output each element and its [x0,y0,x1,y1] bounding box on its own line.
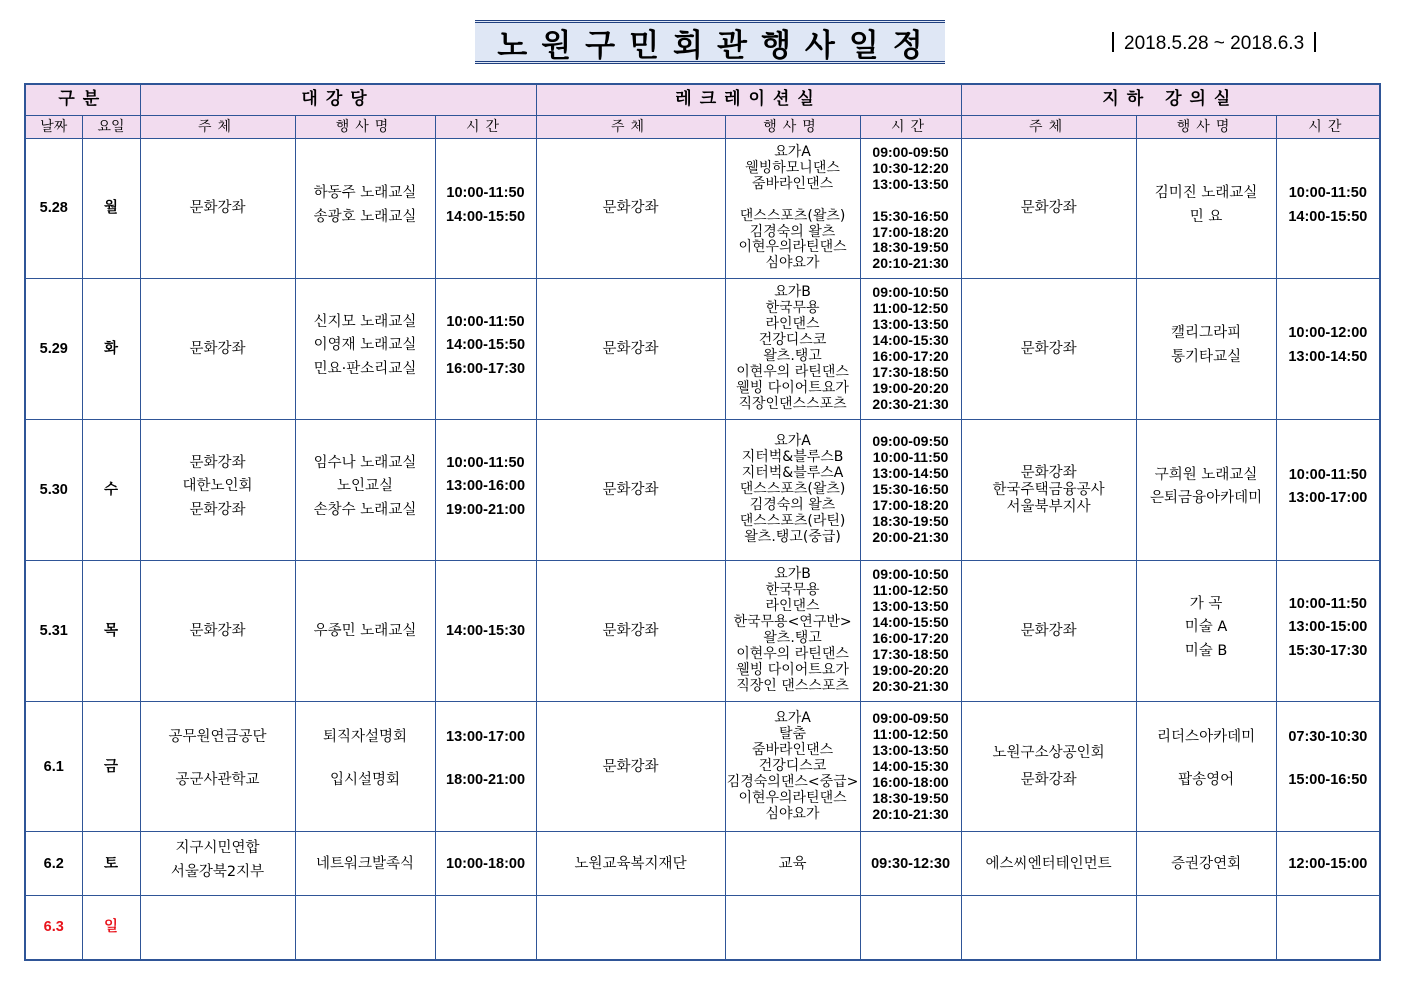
schedule-row [25,561,1380,702]
header-date: 날짜 [25,116,82,139]
divider-right [1314,32,1316,52]
rec-time-cell [860,420,961,561]
rec-event-line: 심야요가 [765,805,820,822]
header-main-hall: 대강당 [140,84,536,116]
line-spacer [296,762,435,772]
rec-event-line: 한국무용 [765,300,820,317]
rec-event-line: 지터벅&블루스B [741,449,844,466]
rec-time-line: 17:00-18:20 [872,223,949,240]
rec-host-line: 문화강좌 [602,622,659,639]
base-event-line: 김미진 노래교실 [1154,184,1258,201]
rec-event-line: 줌바라인댄스 [751,741,834,758]
rec-host-line: 문화강좌 [602,200,659,217]
hall-time-line: 10:00-18:00 [446,855,526,872]
base-time-line: 10:00-11:50 [1288,466,1367,483]
hall-host-cell [140,561,295,702]
header-event: 행사명 [1136,116,1276,139]
base-time-line: 10:00-11:50 [1288,595,1367,612]
rec-event-line: 댄스스포츠(라틴) [739,513,846,530]
schedule-row [25,279,1380,420]
line-spacer [141,762,295,772]
base-event-line: 팝송영어 [1178,771,1235,788]
rec-event-line: 이현우의 라틴댄스 [736,364,849,381]
rec-event-cell [725,832,860,896]
rec-event-line: 댄스스포츠(왈츠) [739,481,846,498]
base-host-line: 문화강좌 [1020,200,1077,217]
rec-host-cell [536,702,725,832]
rec-event-line: 라인댄스 [765,316,820,333]
base-time-line: 13:00-15:00 [1288,619,1368,636]
rec-event-line: 요가B [774,284,811,301]
rec-time-line: 14:00-15:30 [872,332,949,349]
header-recreation-room: 레크레이션실 [536,84,961,116]
rec-host-cell [536,896,725,960]
rec-event-cell [725,420,860,561]
rec-host-cell [536,561,725,702]
hall-time-line: 14:00-15:50 [446,337,526,354]
rec-event-line: 왈츠.탱고 [763,630,822,647]
weekday-cell: 수 [82,420,140,561]
hall-time-line: 10:00-11:50 [446,454,525,471]
rec-time-line: 15:30-16:50 [872,207,949,224]
base-event-cell [1136,139,1276,279]
rec-event-cell [725,139,860,279]
line-spacer [436,762,536,772]
base-host-line: 문화강좌 [1020,340,1077,357]
hall-host-line: 대한노인회 [182,478,253,495]
period-range [1102,32,1326,55]
rec-time-cell [860,702,961,832]
weekday-cell: 화 [82,279,140,420]
base-host-line: 에스씨엔터테인먼트 [985,855,1112,872]
rec-event-line: 요가A [774,433,811,450]
base-host-cell [961,832,1136,896]
header-host: 주체 [536,116,725,139]
line-spacer [1137,762,1276,772]
rec-time-line: 11:00-12:50 [872,300,949,317]
period-text: 2018.5.28 ~ 2018.6.3 [1124,33,1305,54]
hall-event-line: 입시설명회 [329,771,401,788]
schedule-row [25,420,1380,561]
header-row-columns [25,116,1380,139]
hall-event-line: 우종민 노래교실 [313,622,417,639]
rec-time-line: 14:00-15:50 [872,614,949,631]
base-host-line: 서울북부지사 [1006,498,1091,515]
hall-host-cell [140,702,295,832]
rec-host-line: 문화강좌 [602,481,659,498]
rec-event-line: 댄스스포츠(왈츠) [739,207,846,224]
hall-time-cell [435,832,536,896]
rec-time-line: 13:00-13:50 [872,598,949,615]
hall-host-cell [140,420,295,561]
hall-time-line: 18:00-21:00 [446,771,526,788]
rec-event-line: 직장인 댄스스포츠 [736,678,849,695]
base-time-cell [1276,561,1380,702]
rec-event-line: 탈춤 [779,725,807,742]
header-basement-room: 지하 강의실 [961,84,1380,116]
date-cell: 6.1 [25,702,82,832]
rec-host-cell [536,279,725,420]
rec-time-line: 13:00-13:50 [872,741,949,758]
hall-host-line: 서울강북2지부 [170,863,265,880]
base-event-line: 가 곡 [1189,595,1223,612]
base-time-line: 10:00-11:50 [1288,184,1367,201]
hall-time-line: 10:00-11:50 [446,184,525,201]
hall-event-cell [295,832,435,896]
base-event-cell [1136,702,1276,832]
rec-event-cell [725,561,860,702]
weekday-cell: 토 [82,832,140,896]
base-host-cell [961,139,1136,279]
line-spacer [1277,762,1380,772]
hall-host-line: 문화강좌 [189,340,246,357]
base-event-cell [1136,832,1276,896]
hall-time-cell [435,279,536,420]
rec-event-line: 김경숙의 왈츠 [749,223,836,240]
weekday-cell: 목 [82,561,140,702]
base-event-line: 증권강연회 [1171,855,1242,872]
hall-time-cell [435,896,536,960]
rec-time-line: 17:30-18:50 [872,646,949,663]
hall-time-line: 19:00-21:00 [446,502,526,519]
base-time-line: 13:00-14:50 [1288,349,1368,366]
base-time-line: 12:00-15:00 [1288,855,1368,872]
rec-event-line: 심야요가 [765,255,820,272]
hall-event-line: 손창수 노래교실 [313,502,417,519]
base-host-cell [961,279,1136,420]
base-host-line: 노원구소상공인회 [992,745,1105,762]
hall-event-line: 민요·판소리교실 [313,360,417,377]
rec-time-cell [860,279,961,420]
hall-time-cell [435,139,536,279]
rec-time-line: 11:00-12:50 [872,582,949,599]
divider-left [1112,32,1114,52]
hall-host-line: 문화강좌 [189,454,246,471]
hall-event-cell [295,420,435,561]
header-host: 주체 [961,116,1136,139]
base-event-line: 민 요 [1189,208,1223,225]
hall-host-cell [140,832,295,896]
rec-event-line: 건강디스코 [758,332,827,349]
hall-event-line: 송광호 노래교실 [313,208,417,225]
rec-host-cell [536,139,725,279]
base-host-line: 문화강좌 [1020,465,1077,482]
rec-time-line: 19:00-20:20 [872,662,949,679]
date-cell: 5.30 [25,420,82,561]
rec-event-line: 줌바라인댄스 [751,175,834,192]
header-weekday: 요일 [82,116,140,139]
date-cell: 5.29 [25,279,82,420]
rec-time-cell [860,832,961,896]
base-host-line: 문화강좌 [1020,771,1077,788]
rec-event-line: 왈츠.탱고(중급) [744,529,841,546]
header-time: 시간 [860,116,961,139]
hall-time-line: 10:00-11:50 [446,313,525,330]
base-time-cell [1276,832,1380,896]
header-category: 구분 [25,84,140,116]
rec-event-cell [725,702,860,832]
base-host-cell [961,896,1136,960]
rec-time-line: 09:00-09:50 [872,433,949,450]
header-event: 행사명 [295,116,435,139]
rec-time-cell [860,139,961,279]
rec-time-cell [860,561,961,702]
rec-event-line: 교육 [778,855,807,872]
base-time-cell [1276,896,1380,960]
rec-event-line: 요가A [774,710,811,727]
rec-time-line: 13:00-13:50 [872,175,949,192]
rec-time-line: 10:00-11:50 [872,449,949,466]
date-cell: 6.2 [25,832,82,896]
hall-host-cell [140,139,295,279]
schedule-row [25,896,1380,960]
base-event-line: 리더스아카데미 [1157,729,1256,746]
rec-time-line: 18:30-19:50 [872,789,949,806]
schedule-row [25,139,1380,279]
rec-time-line: 16:00-17:20 [872,630,949,647]
rec-time-line: 16:00-18:00 [872,773,949,790]
header-time: 시간 [435,116,536,139]
rec-event-line: 직장인댄스스포츠 [738,395,847,412]
weekday-cell: 월 [82,139,140,279]
hall-host-cell [140,279,295,420]
rec-event-line: 웰빙 다이어트요가 [736,662,849,679]
rec-event-line: 웰빙하모니댄스 [745,159,840,176]
base-time-line: 14:00-15:50 [1288,208,1368,225]
hall-event-line: 신지모 노래교실 [313,313,417,330]
header-host: 주체 [140,116,295,139]
hall-host-line: 지구시민연합 [175,840,260,857]
schedule-row [25,832,1380,896]
hall-time-line: 14:00-15:50 [446,208,526,225]
base-time-line: 15:30-17:30 [1288,643,1368,660]
hall-event-line: 이영재 노래교실 [313,337,417,354]
rec-time-line: 20:30-21:30 [872,395,949,412]
base-event-line: 은퇴금융아카데미 [1150,490,1263,507]
base-event-cell [1136,561,1276,702]
hall-event-line: 퇴직자설명회 [322,729,408,746]
base-time-line: 10:00-12:00 [1288,325,1368,342]
hall-event-cell [295,279,435,420]
rec-time-line: 17:30-18:50 [872,364,949,381]
hall-event-line: 임수나 노래교실 [313,454,417,471]
base-event-line: 미술 B [1184,643,1228,660]
hall-event-cell [295,561,435,702]
hall-host-line: 문화강좌 [189,200,246,217]
hall-event-line: 노인교실 [337,478,394,495]
weekday-cell: 금 [82,702,140,832]
hall-event-line: 네트워크발족식 [315,855,415,872]
page-title: 노원구민회관행사일정 [497,27,937,64]
rec-time-line: 17:00-18:20 [872,497,949,514]
rec-time-line: 11:00-12:50 [872,725,949,742]
base-event-line: 구희원 노래교실 [1154,466,1258,483]
base-host-cell [961,702,1136,832]
rec-event-line: 한국무용 [765,582,820,599]
hall-event-cell [295,139,435,279]
rec-event-line: 웰빙 다이어트요가 [736,380,849,397]
header-time: 시간 [1276,116,1380,139]
hall-host-cell [140,896,295,960]
rec-event-line: 한국무용<연구반> [733,614,852,631]
rec-event-line: 지터벅&블루스A [741,465,844,482]
schedule-table [24,83,1381,961]
base-time-cell [1276,139,1380,279]
hall-host-line: 문화강좌 [189,502,246,519]
rec-time-line: 20:00-21:30 [872,529,949,546]
hall-time-line: 13:00-16:00 [446,478,526,495]
line-spacer [861,193,961,209]
hall-time-cell [435,561,536,702]
base-event-line: 통기타교실 [1171,349,1242,366]
rec-time-line: 15:30-16:50 [872,481,949,498]
rec-time-line: 20:10-21:30 [872,805,949,822]
base-time-line: 13:00-17:00 [1288,490,1368,507]
rec-host-line: 노원교육복지재단 [574,855,687,872]
rec-event-line: 요가A [774,143,811,160]
rec-event-line: 라인댄스 [765,598,820,615]
rec-event-line: 이현우의라틴댄스 [738,239,847,256]
rec-event-line: 이현우의라틴댄스 [738,789,847,806]
rec-time-line: 09:30-12:30 [871,855,951,872]
rec-time-line: 16:00-17:20 [872,348,949,365]
rec-event-line: 요가B [774,566,811,583]
base-time-cell [1276,420,1380,561]
rec-time-line: 20:10-21:30 [872,255,949,272]
schedule-row [25,702,1380,832]
rec-event-line: 김경숙의댄스<중급> [726,773,859,790]
hall-event-cell [295,896,435,960]
base-host-line: 문화강좌 [1020,622,1077,639]
rec-event-line: 왈츠.탱고 [763,348,822,365]
base-event-line: 캘리그라피 [1171,325,1242,342]
base-time-line: 07:30-10:30 [1288,729,1368,746]
rec-event-line: 김경숙의 왈츠 [749,497,836,514]
rec-time-line: 09:00-10:50 [872,284,949,301]
line-spacer [962,762,1136,772]
rec-time-line: 10:30-12:20 [872,159,949,176]
rec-time-line: 13:00-14:50 [872,465,949,482]
hall-time-cell [435,702,536,832]
hall-host-line: 공군사관학교 [175,771,260,788]
hall-event-cell [295,702,435,832]
base-event-line: 미술 A [1184,619,1228,636]
title-banner [475,20,945,64]
rec-event-line: 건강디스코 [758,757,827,774]
rec-time-line: 18:30-19:50 [872,239,949,256]
rec-time-line: 13:00-13:50 [872,316,949,333]
rec-time-line: 09:00-10:50 [872,566,949,583]
base-host-cell [961,561,1136,702]
rec-time-line: 20:30-21:30 [872,678,949,695]
date-cell: 6.3 [25,896,82,960]
hall-host-line: 공무원연금공단 [168,729,267,746]
rec-host-cell [536,832,725,896]
rec-time-line: 14:00-15:30 [872,757,949,774]
header-event: 행사명 [725,116,860,139]
rec-host-cell [536,420,725,561]
weekday-cell: 일 [82,896,140,960]
base-host-cell [961,420,1136,561]
base-time-line: 15:00-16:50 [1288,771,1368,788]
date-cell: 5.31 [25,561,82,702]
base-event-cell [1136,420,1276,561]
base-host-line: 한국주택금융공사 [992,481,1105,498]
rec-host-line: 문화강좌 [602,758,659,775]
rec-time-line: 09:00-09:50 [872,143,949,160]
hall-time-cell [435,420,536,561]
rec-event-cell [725,896,860,960]
base-event-cell [1136,279,1276,420]
hall-time-line: 13:00-17:00 [446,729,526,746]
date-cell: 5.28 [25,139,82,279]
rec-host-line: 문화강좌 [602,340,659,357]
rec-time-line: 09:00-09:50 [872,710,949,727]
hall-event-line: 하동주 노래교실 [313,184,417,201]
hall-time-line: 16:00-17:30 [446,360,526,377]
base-event-cell [1136,896,1276,960]
rec-time-line: 19:00-20:20 [872,380,949,397]
rec-time-cell [860,896,961,960]
base-time-cell [1276,702,1380,832]
header-row-groups [25,84,1380,116]
base-time-cell [1276,279,1380,420]
line-spacer [726,193,860,209]
rec-event-cell [725,279,860,420]
hall-host-line: 문화강좌 [189,622,246,639]
rec-event-line: 이현우의 라틴댄스 [736,646,849,663]
rec-time-line: 18:30-19:50 [872,513,949,530]
hall-time-line: 14:00-15:30 [446,622,526,639]
